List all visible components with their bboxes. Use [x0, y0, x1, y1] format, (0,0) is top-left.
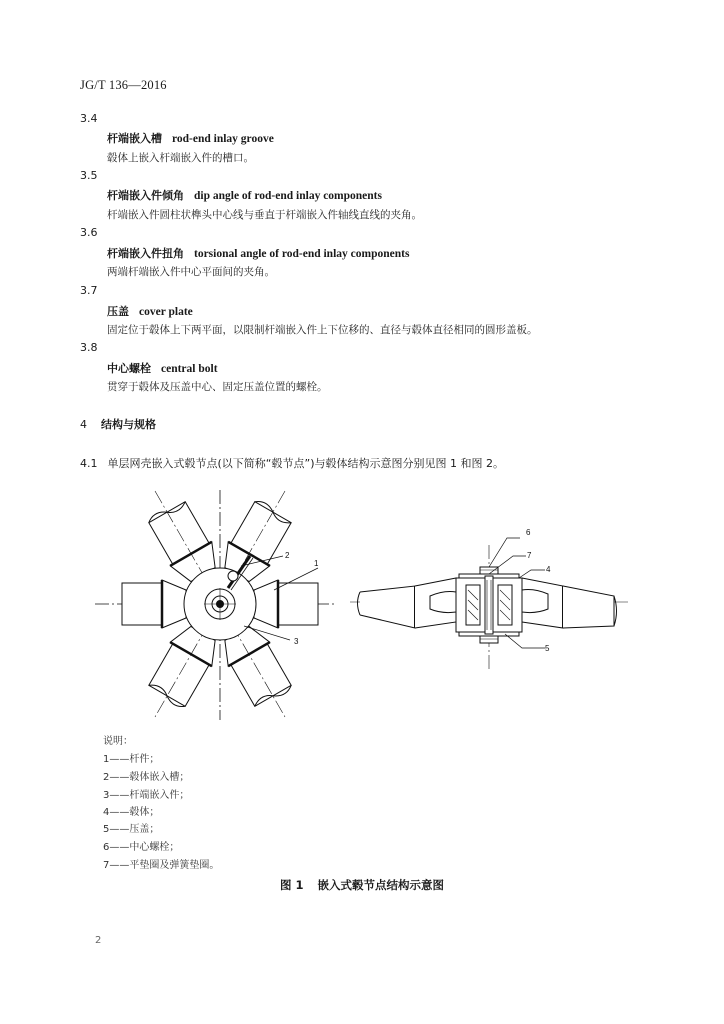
- term-en: torsional angle of rod-end inlay components: [194, 248, 410, 260]
- legend-item: 3——杆端嵌入件；: [103, 790, 190, 801]
- term-number: 3.4: [80, 112, 98, 125]
- plan-view: [95, 490, 335, 720]
- standard-code: JG/T 136—2016: [80, 78, 167, 92]
- callout-5: 5: [545, 644, 550, 653]
- term-definition: 毂体上嵌入杆端嵌入件的槽口。: [107, 152, 254, 164]
- term-number: 3.6: [80, 226, 98, 239]
- term-number: 3.5: [80, 169, 98, 182]
- section-view: [350, 538, 628, 672]
- clause-number: 4.1: [80, 457, 98, 470]
- callout-1: 1: [314, 559, 319, 568]
- legend-item: 6——中心螺栓；: [103, 842, 180, 853]
- term-en: rod-end inlay groove: [172, 133, 274, 145]
- legend-item: 1——杆件；: [103, 754, 160, 765]
- term-zh: 杆端嵌入件扭角: [107, 247, 184, 260]
- term-zh: 压盖: [107, 305, 129, 318]
- term-number: 3.7: [80, 284, 98, 297]
- legend-item: 5——压盖；: [103, 824, 160, 835]
- callout-6: 6: [526, 528, 531, 537]
- term-definition: 两端杆端嵌入件中心平面间的夹角。: [107, 266, 275, 278]
- callout-7: 7: [527, 551, 532, 560]
- rod-arm-left: [122, 580, 186, 628]
- legend-item: 7——平垫圈及弹簧垫圈。: [103, 860, 220, 871]
- term-definition: 固定位于毂体上下两平面，以限制杆端嵌入件上下位移的、直径与毂体直径相同的圆形盖板。: [107, 324, 538, 336]
- callout-2: 2: [285, 551, 290, 560]
- legend-title: 说明：: [103, 736, 133, 747]
- callout-4: 4: [546, 565, 551, 574]
- legend-item: 4——毂体；: [103, 807, 160, 818]
- figure-caption: [0, 877, 724, 893]
- figure-title: 嵌入式毂节点结构示意图: [317, 878, 444, 892]
- term-definition: 贯穿于毂体及压盖中心、固定压盖位置的螺栓。: [107, 381, 328, 393]
- term-definition: 杆端嵌入件圆柱状榫头中心线与垂直于杆端嵌入件轴线直线的夹角。: [107, 209, 422, 221]
- legend-item: 2——毂体嵌入槽；: [103, 772, 190, 783]
- term-number: 3.8: [80, 341, 98, 354]
- section-number: 4: [80, 418, 87, 431]
- term-en: dip angle of rod-end inlay components: [194, 190, 382, 202]
- term-zh: 杆端嵌入槽: [107, 132, 162, 145]
- figure-number: 图 1: [279, 878, 304, 892]
- section-title: 结构与规格: [101, 418, 156, 431]
- clause-text: 单层网壳嵌入式毂节点(以下简称“毂节点”)与毂体结构示意图分别见图 1 和图 2。: [107, 457, 504, 470]
- term-zh: 中心螺栓: [107, 362, 151, 375]
- page-number: 2: [95, 935, 102, 946]
- rod-arm-right: [254, 580, 318, 628]
- term-en: central bolt: [161, 363, 218, 375]
- term-zh: 杆端嵌入件倾角: [107, 189, 184, 202]
- callout-3: 3: [294, 637, 299, 646]
- term-en: cover plate: [139, 306, 193, 318]
